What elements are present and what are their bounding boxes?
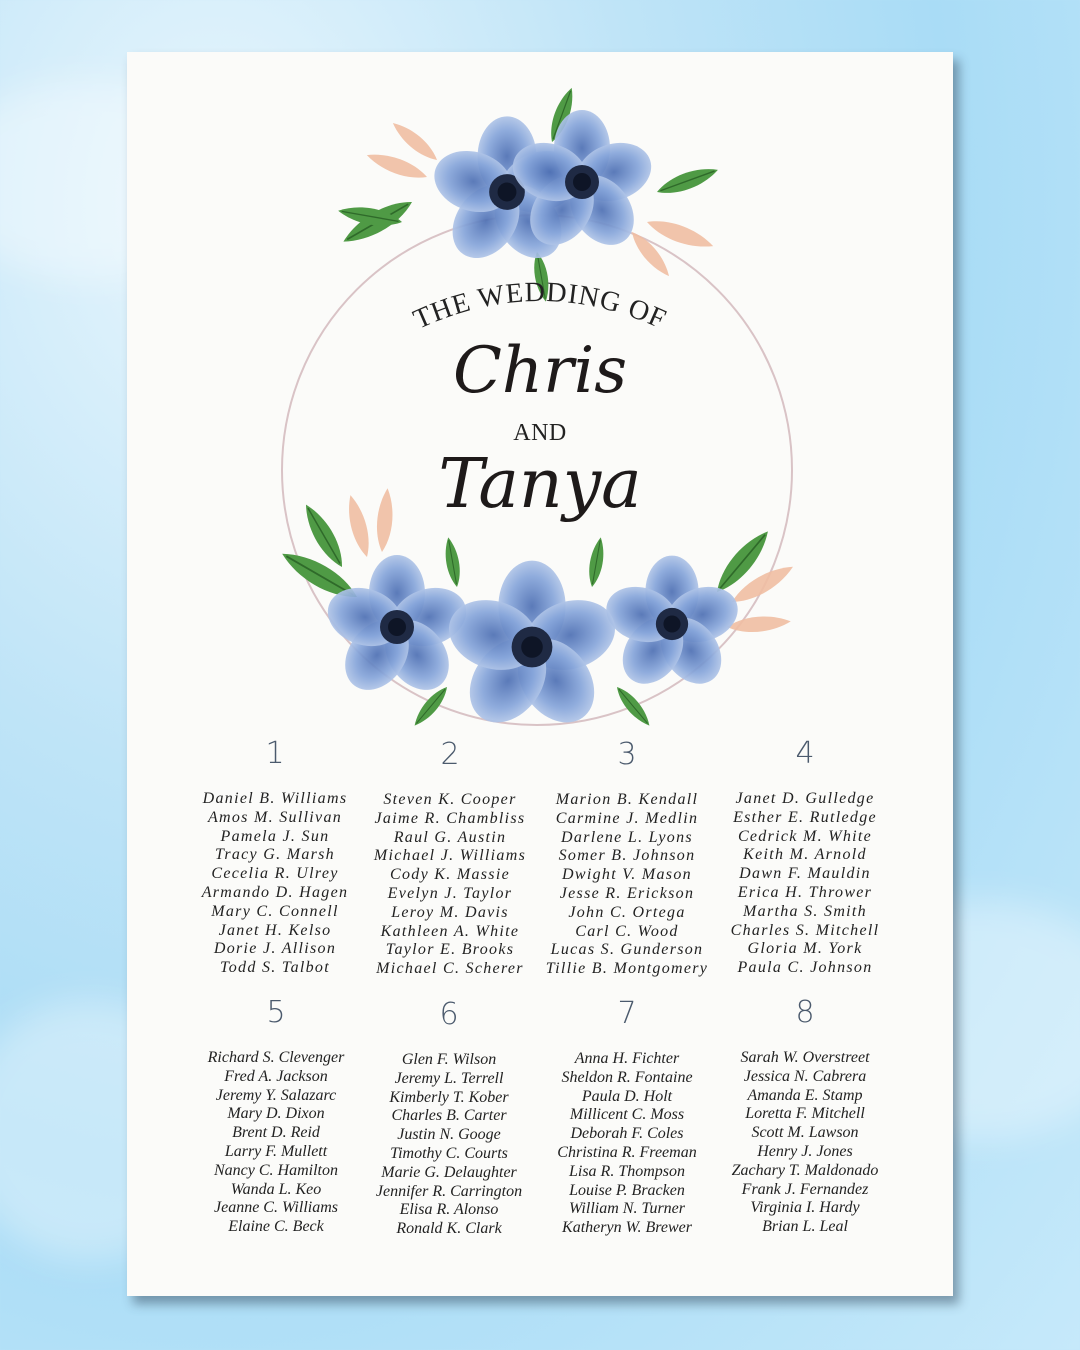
guest-name: Amanda E. Stamp xyxy=(747,1086,863,1104)
guest-name: Carmine J. Medlin xyxy=(555,809,699,827)
guest-name: Mary C. Connell xyxy=(211,902,339,920)
guest-name: Janet D. Gulledge xyxy=(735,790,875,807)
guest-name: Todd S. Talbot xyxy=(220,959,330,977)
guest-name: Dorie J. Allison xyxy=(213,940,337,958)
guest-name: Cedrick M. White xyxy=(737,827,873,845)
guest-name: Glen F. Wilson xyxy=(401,1051,497,1068)
guest-name: Elaine C. Beck xyxy=(228,1218,324,1236)
guest-name: Christina R. Freeman xyxy=(557,1143,697,1161)
guest-name: Millicent C. Moss xyxy=(569,1106,685,1124)
guest-name: Brent D. Reid xyxy=(232,1124,320,1142)
guest-name: Zachary T. Maldonado xyxy=(731,1161,879,1179)
guest-list xyxy=(710,1049,900,1237)
table-2 xyxy=(355,733,545,979)
guest-name: Janet H. Kelso xyxy=(218,921,332,939)
guest-list xyxy=(355,791,545,979)
guest-name: Tracy G. Marsh xyxy=(215,846,335,864)
guest-name: Katheryn W. Brewer xyxy=(562,1219,692,1237)
guest-name: Henry J. Jones xyxy=(757,1142,853,1160)
guest-name: Somer B. Johnson xyxy=(558,847,696,865)
guest-name: Frank J. Fernandez xyxy=(741,1180,869,1198)
guest-name: Nancy C. Hamilton xyxy=(214,1161,338,1179)
guest-name: Virginia I. Hardy xyxy=(750,1199,860,1217)
guest-name: Jaime R. Chambliss xyxy=(374,809,526,827)
table-4 xyxy=(710,732,900,978)
guest-name: Larry F. Mullett xyxy=(224,1142,328,1160)
guest-name: Cody K. Massie xyxy=(390,866,510,884)
guest-name: Armando D. Hagen xyxy=(201,883,349,901)
guest-name: Deborah F. Coles xyxy=(570,1125,684,1143)
guest-name: Darlene L. Lyons xyxy=(561,828,693,846)
guest-name: Dawn F. Mauldin xyxy=(739,865,871,883)
guest-name: Evelyn J. Taylor xyxy=(387,884,513,902)
guest-name: Marie G. Delaughter xyxy=(381,1163,517,1181)
guest-name: Charles S. Mitchell xyxy=(730,921,880,939)
table-number: 1 xyxy=(265,736,285,771)
guest-name: Martha S. Smith xyxy=(743,902,867,920)
guest-name: Jessica N. Cabrera xyxy=(743,1067,867,1085)
guest-list xyxy=(354,1051,544,1239)
guest-list xyxy=(181,1049,371,1237)
guest-name: Cecelia R. Ulrey xyxy=(211,865,339,883)
guest-name: Dwight V. Mason xyxy=(562,866,692,884)
guest-name: Sarah W. Overstreet xyxy=(740,1049,870,1066)
guest-name: Charles B. Carter xyxy=(391,1107,507,1125)
guest-list xyxy=(710,790,900,978)
guest-name: Justin N. Googe xyxy=(397,1126,501,1144)
guest-name: Loretta F. Mitchell xyxy=(745,1105,865,1123)
guest-name: Keith M. Arnold xyxy=(743,846,867,864)
guest-name: Sheldon R. Fontaine xyxy=(561,1068,693,1086)
guest-name: Paula D. Holt xyxy=(581,1087,673,1105)
table-number: 5 xyxy=(266,995,286,1030)
guest-name: Jennifer R. Carrington xyxy=(375,1182,523,1200)
guest-name: Pamela J. Sun xyxy=(220,827,330,845)
guest-name: Anna H. Fichter xyxy=(574,1050,680,1067)
guest-name: Jeanne C. Williams xyxy=(214,1199,338,1217)
guest-name: Kathleen A. White xyxy=(380,922,520,940)
guest-name: Louise P. Bracken xyxy=(569,1181,685,1199)
guest-name: Jeremy L. Terrell xyxy=(394,1069,504,1087)
table-number: 2 xyxy=(440,737,460,772)
table-3 xyxy=(532,733,722,979)
guest-name: Amos M. Sullivan xyxy=(207,808,343,826)
guest-list xyxy=(180,790,370,978)
guest-name: Leroy M. Davis xyxy=(391,903,509,921)
guest-name: Marion B. Kendall xyxy=(555,791,699,808)
guest-name: Mary D. Dixon xyxy=(227,1105,325,1123)
table-number: 6 xyxy=(439,997,459,1032)
guest-name: Richard S. Clevenger xyxy=(207,1049,345,1066)
guest-name: Carl C. Wood xyxy=(575,922,679,940)
guest-name: Brian L. Leal xyxy=(762,1218,848,1236)
guest-name: Tillie B. Montgomery xyxy=(545,960,709,978)
guest-name: Scott M. Lawson xyxy=(751,1124,859,1142)
guest-name: William N. Turner xyxy=(568,1200,686,1218)
guest-list xyxy=(532,1050,722,1238)
table-number: 8 xyxy=(795,995,815,1030)
guest-name: Elisa R. Alonso xyxy=(399,1201,499,1219)
table-7 xyxy=(532,992,722,1238)
guest-name: Paula C. Johnson xyxy=(737,959,873,977)
guest-name: Ronald K. Clark xyxy=(396,1220,502,1238)
table-6 xyxy=(354,993,544,1239)
table-number: 4 xyxy=(795,736,815,771)
svg-text:THE WEDDING OF: THE WEDDING OF xyxy=(408,276,672,336)
guest-name: Jeremy Y. Salazarc xyxy=(215,1086,337,1104)
guest-name: Lucas S. Gunderson xyxy=(550,941,704,959)
guest-name: Timothy C. Courts xyxy=(390,1144,508,1162)
guest-name: John C. Ortega xyxy=(568,903,686,921)
partner-one-name: Chris xyxy=(452,334,628,408)
guest-name: Lisa R. Thompson xyxy=(568,1162,686,1180)
guest-name: Erica H. Thrower xyxy=(737,883,873,901)
guest-name: Gloria M. York xyxy=(747,940,863,958)
guest-name: Kimberly T. Kober xyxy=(389,1088,509,1106)
table-number: 3 xyxy=(617,737,637,772)
guest-name: Jesse R. Erickson xyxy=(559,884,695,902)
guest-name: Michael J. Williams xyxy=(373,847,527,865)
guest-list xyxy=(532,791,722,979)
guest-name: Michael C. Scherer xyxy=(376,960,524,978)
partner-two-name: Tanya xyxy=(438,445,642,524)
seating-chart-poster xyxy=(127,52,953,1296)
table-1 xyxy=(180,732,370,978)
table-number: 7 xyxy=(617,996,637,1031)
guest-name: Daniel B. Williams xyxy=(202,790,348,807)
guest-name: Raul G. Austin xyxy=(393,828,507,846)
guest-name: Taylor E. Brooks xyxy=(385,941,515,959)
table-5 xyxy=(181,991,371,1237)
guest-name: Esther E. Rutledge xyxy=(733,808,877,826)
guest-name: Fred A. Jackson xyxy=(224,1067,328,1085)
guest-name: Steven K. Cooper xyxy=(383,791,517,808)
conjunction: AND xyxy=(513,420,567,446)
table-8 xyxy=(710,991,900,1237)
guest-name: Wanda L. Keo xyxy=(230,1180,322,1198)
